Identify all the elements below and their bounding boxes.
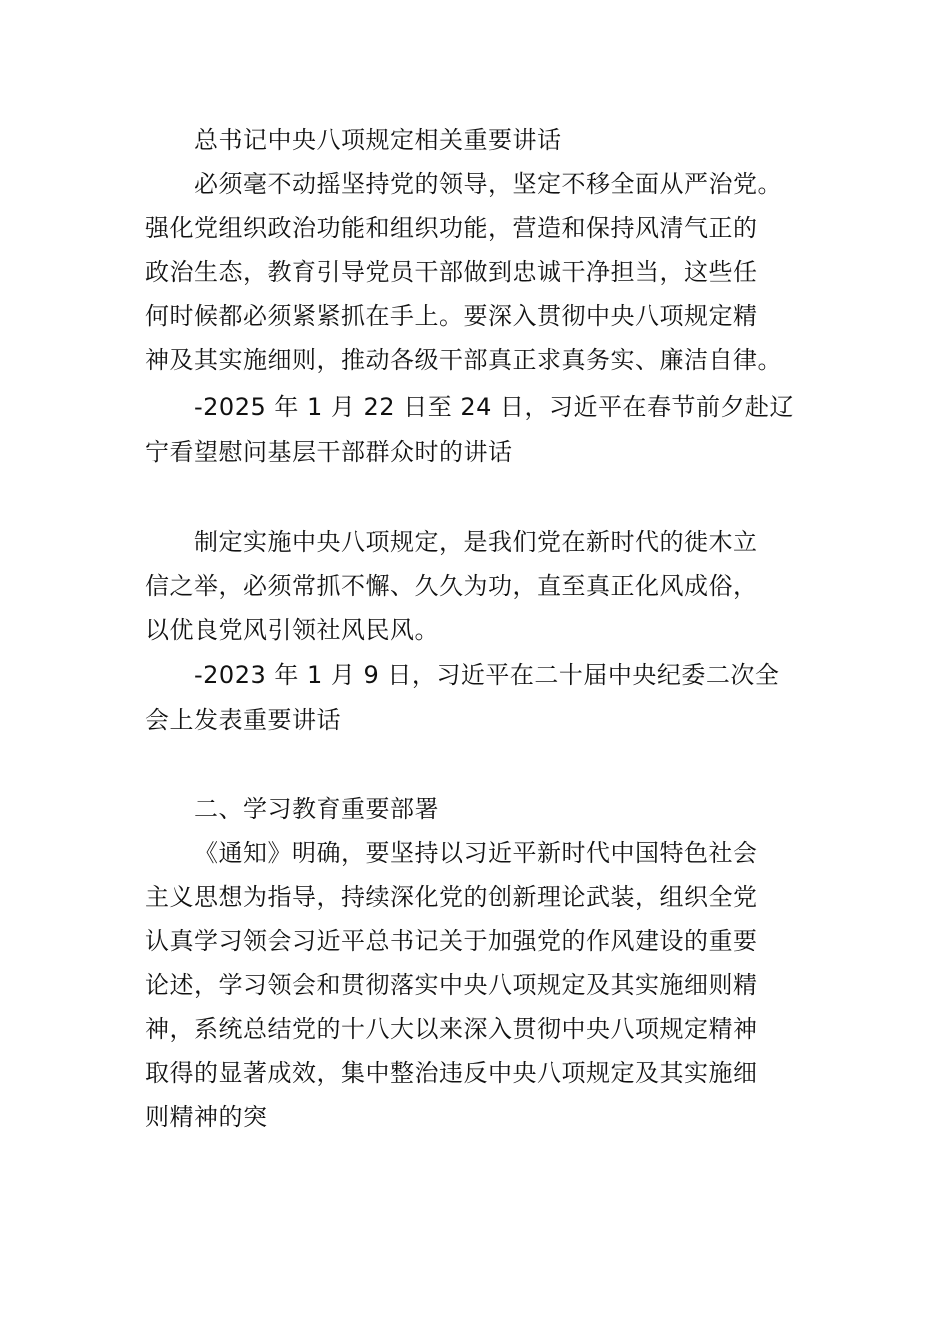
paragraph-line: 神，系统总结党的十八大以来深入贯彻中央八项规定精神 <box>145 1015 758 1043</box>
paragraph-line: 神及其实施细则，推动各级干部真正求真务实、廉洁自律。 <box>145 346 782 374</box>
paragraph-line: 强化党组织政治功能和组织功能，营造和保持风清气正的 <box>145 214 758 242</box>
citation-line: -2025 年 1 月 22 日至 24 日，习近平在春节前夕赴辽 <box>194 393 794 421</box>
citation-line: 宁看望慰问基层干部群众时的讲话 <box>145 438 513 466</box>
paragraph-line: 信之举，必须常抓不懈、久久为功，直至真正化风成俗， <box>145 572 758 600</box>
paragraph-line: 必须毫不动摇坚持党的领导，坚定不移全面从严治党。 <box>194 170 782 198</box>
section-heading: 二、学习教育重要部署 <box>194 795 439 823</box>
paragraph-line: 《通知》明确，要坚持以习近平新时代中国特色社会 <box>194 839 758 867</box>
paragraph-line: 制定实施中央八项规定，是我们党在新时代的徙木立 <box>194 528 758 556</box>
paragraph-line: 政治生态，教育引导党员干部做到忠诚干净担当，这些任 <box>145 258 758 286</box>
paragraph-line: 取得的显著成效，集中整治违反中央八项规定及其实施细 <box>145 1059 758 1087</box>
citation-line: -2023 年 1 月 9 日，习近平在二十届中央纪委二次全 <box>194 661 780 689</box>
paragraph-line: 何时候都必须紧紧抓在手上。要深入贯彻中央八项规定精 <box>145 302 758 330</box>
paragraph-line: 主义思想为指导，持续深化党的创新理论武装，组织全党 <box>145 883 758 911</box>
paragraph-line: 论述，学习领会和贯彻落实中央八项规定及其实施细则精 <box>145 971 758 999</box>
paragraph-line: 则精神的突 <box>145 1103 268 1131</box>
paragraph-line: 以优良党风引领社风民风。 <box>145 616 439 644</box>
citation-line: 会上发表重要讲话 <box>145 706 341 734</box>
section-heading: 总书记中央八项规定相关重要讲话 <box>194 126 562 154</box>
paragraph-line: 认真学习领会习近平总书记关于加强党的作风建设的重要 <box>145 927 758 955</box>
